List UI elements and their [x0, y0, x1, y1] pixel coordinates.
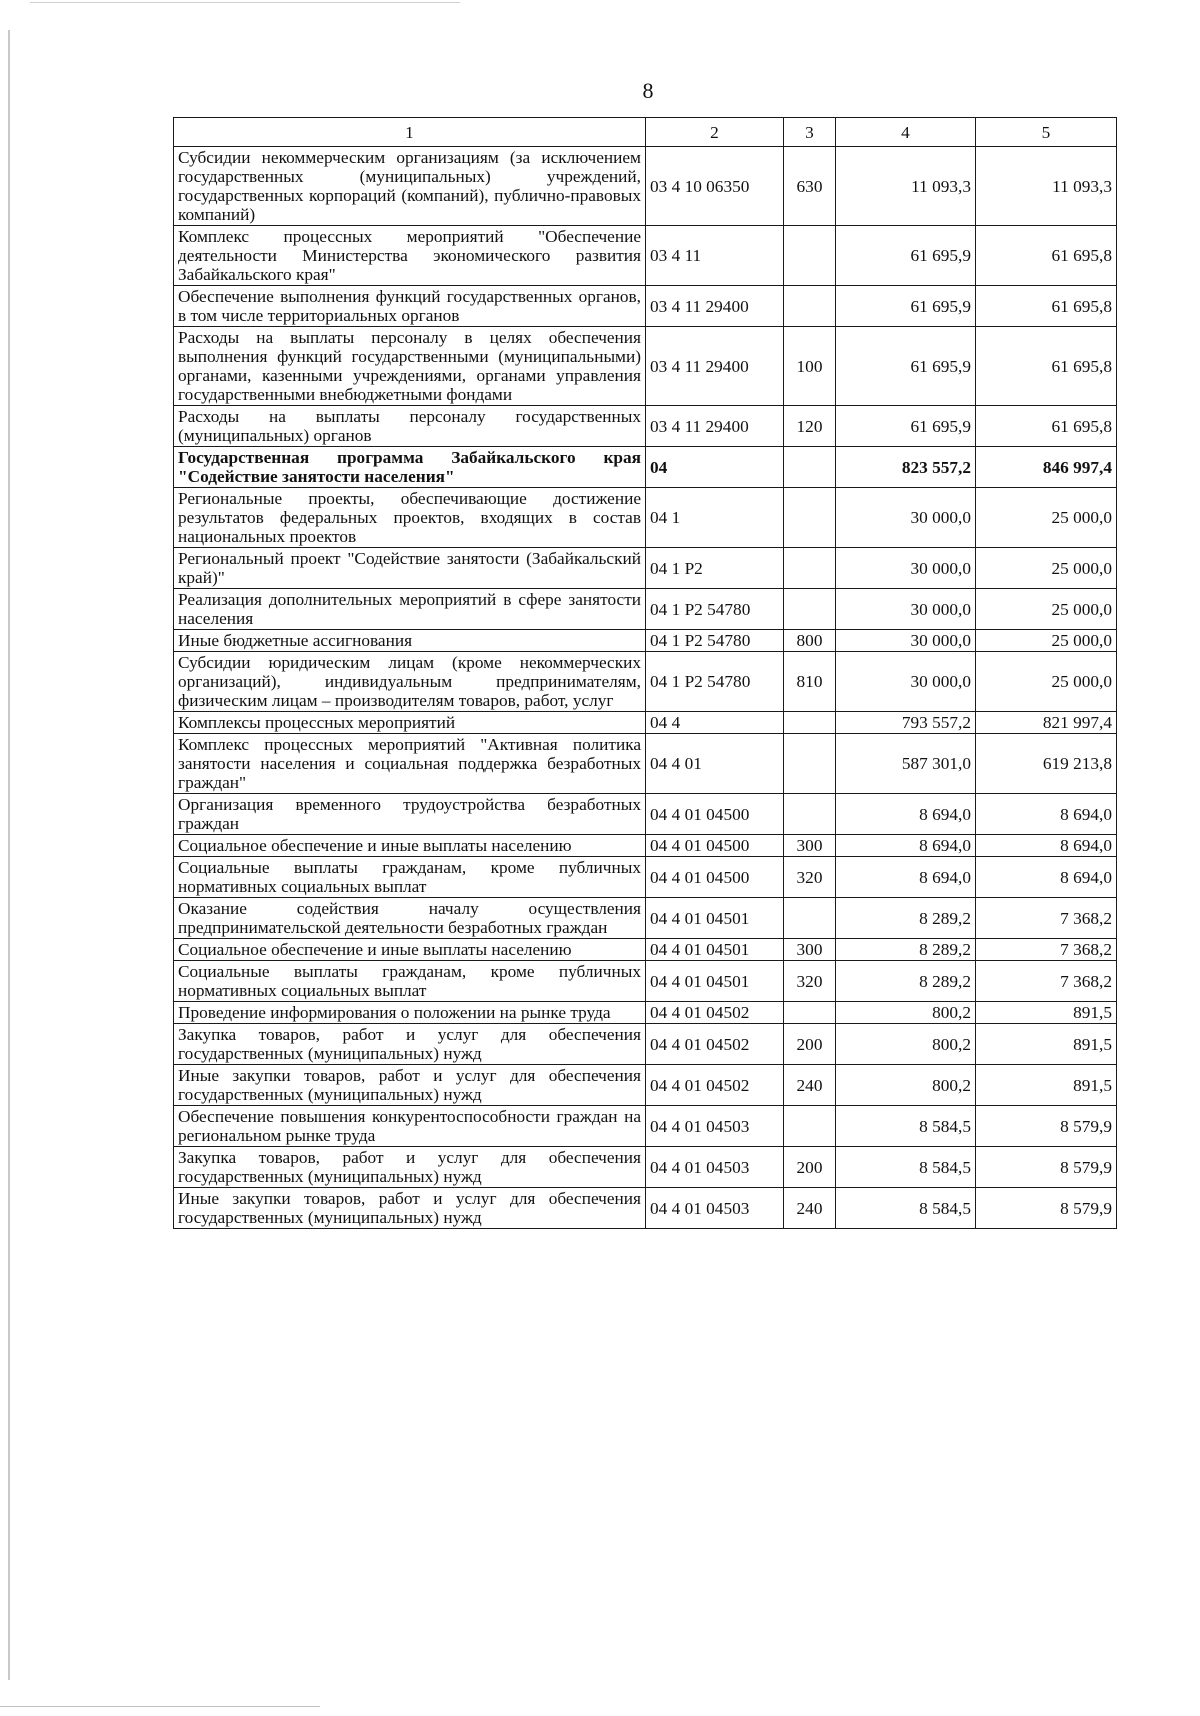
header-col-1: 1 — [174, 118, 646, 147]
row-value-2025-cell: 7 368,2 — [976, 898, 1117, 939]
row-kvr-cell: 240 — [784, 1065, 836, 1106]
row-code-cell: 04 1 — [646, 488, 784, 548]
row-code-cell: 04 4 01 04501 — [646, 961, 784, 1002]
row-code-cell: 03 4 11 29400 — [646, 406, 784, 447]
scan-edge-bottom — [0, 1706, 320, 1707]
row-value-2025-cell: 891,5 — [976, 1002, 1117, 1024]
row-code-cell: 03 4 11 29400 — [646, 286, 784, 327]
row-code-cell: 04 4 01 04503 — [646, 1106, 784, 1147]
row-value-2025-cell: 25 000,0 — [976, 630, 1117, 652]
row-name-cell: Проведение информирования о положении на рынке труда — [174, 1002, 646, 1024]
row-kvr-cell — [784, 226, 836, 286]
row-kvr-cell: 800 — [784, 630, 836, 652]
row-value-2025-cell: 619 213,8 — [976, 734, 1117, 794]
row-value-2025-cell: 61 695,8 — [976, 327, 1117, 406]
row-name-cell: Субсидии некоммерческим организациям (за исключением государственных (муниципальных) учреждений, государственных корпораций (компаний), публично-правовых компаний) — [174, 147, 646, 226]
row-value-2025-cell: 8 579,9 — [976, 1147, 1117, 1188]
header-col-4: 4 — [836, 118, 976, 147]
row-value-2025-cell: 8 579,9 — [976, 1106, 1117, 1147]
row-code-cell: 04 4 01 04500 — [646, 835, 784, 857]
table-row — [174, 1065, 1117, 1106]
table-row — [174, 327, 1117, 406]
row-value-2024-cell: 8 584,5 — [836, 1147, 976, 1188]
row-value-2025-cell: 8 694,0 — [976, 794, 1117, 835]
row-value-2024-cell: 8 584,5 — [836, 1106, 976, 1147]
budget-table — [173, 117, 1117, 1229]
row-value-2025-cell: 61 695,8 — [976, 406, 1117, 447]
row-value-2024-cell: 8 584,5 — [836, 1188, 976, 1229]
row-name-cell: Региональные проекты, обеспечивающие достижение результатов федеральных проектов, входящих в состав национальных проектов — [174, 488, 646, 548]
row-value-2024-cell: 800,2 — [836, 1024, 976, 1065]
row-value-2025-cell: 25 000,0 — [976, 589, 1117, 630]
row-name-cell: Комплекс процессных мероприятий "Обеспечение деятельности Министерства экономического развития Забайкальского края" — [174, 226, 646, 286]
row-code-cell: 04 4 01 04503 — [646, 1188, 784, 1229]
row-kvr-cell: 300 — [784, 835, 836, 857]
row-value-2024-cell: 30 000,0 — [836, 488, 976, 548]
row-name-cell: Региональный проект "Содействие занятости (Забайкальский край)" — [174, 548, 646, 589]
row-name-cell: Государственная программа Забайкальского края "Содействие занятости населения" — [174, 447, 646, 488]
row-code-cell: 04 1 P2 54780 — [646, 630, 784, 652]
row-value-2025-cell: 61 695,8 — [976, 286, 1117, 327]
row-name-cell: Комплекс процессных мероприятий "Активная политика занятости населения и социальная поддержка безработных граждан" — [174, 734, 646, 794]
row-value-2025-cell: 846 997,4 — [976, 447, 1117, 488]
table-row — [174, 1024, 1117, 1065]
header-col-3: 3 — [784, 118, 836, 147]
row-value-2025-cell: 7 368,2 — [976, 939, 1117, 961]
table-row — [174, 712, 1117, 734]
table-body — [174, 147, 1117, 1229]
row-kvr-cell — [784, 447, 836, 488]
row-code-cell: 04 4 01 04501 — [646, 898, 784, 939]
row-name-cell: Комплексы процессных мероприятий — [174, 712, 646, 734]
row-code-cell: 04 — [646, 447, 784, 488]
header-col-5: 5 — [976, 118, 1117, 147]
row-kvr-cell: 240 — [784, 1188, 836, 1229]
row-kvr-cell — [784, 712, 836, 734]
row-name-cell: Иные бюджетные ассигнования — [174, 630, 646, 652]
row-value-2025-cell: 25 000,0 — [976, 488, 1117, 548]
row-kvr-cell — [784, 794, 836, 835]
row-code-cell: 04 4 01 04501 — [646, 939, 784, 961]
row-kvr-cell — [784, 1002, 836, 1024]
row-value-2024-cell: 8 694,0 — [836, 794, 976, 835]
row-kvr-cell: 630 — [784, 147, 836, 226]
row-code-cell: 04 4 01 04502 — [646, 1065, 784, 1106]
row-name-cell: Закупка товаров, работ и услуг для обеспечения государственных (муниципальных) нужд — [174, 1024, 646, 1065]
row-code-cell: 04 4 01 04502 — [646, 1024, 784, 1065]
row-kvr-cell — [784, 898, 836, 939]
table-row — [174, 589, 1117, 630]
row-kvr-cell — [784, 286, 836, 327]
row-value-2024-cell: 8 694,0 — [836, 857, 976, 898]
row-code-cell: 04 4 01 04500 — [646, 857, 784, 898]
scan-edge-top — [30, 2, 460, 3]
row-value-2024-cell: 800,2 — [836, 1002, 976, 1024]
table-row — [174, 652, 1117, 712]
row-name-cell: Реализация дополнительных мероприятий в сфере занятости населения — [174, 589, 646, 630]
row-code-cell: 03 4 11 29400 — [646, 327, 784, 406]
row-value-2024-cell: 30 000,0 — [836, 589, 976, 630]
row-value-2025-cell: 7 368,2 — [976, 961, 1117, 1002]
row-name-cell: Оказание содействия началу осуществления предпринимательской деятельности безработных граждан — [174, 898, 646, 939]
table-row — [174, 794, 1117, 835]
row-value-2024-cell: 61 695,9 — [836, 327, 976, 406]
row-value-2024-cell: 61 695,9 — [836, 406, 976, 447]
table-row — [174, 1106, 1117, 1147]
table-row — [174, 857, 1117, 898]
table-row — [174, 147, 1117, 226]
row-name-cell: Социальное обеспечение и иные выплаты населению — [174, 835, 646, 857]
row-value-2024-cell: 61 695,9 — [836, 226, 976, 286]
table-row — [174, 488, 1117, 548]
row-kvr-cell: 120 — [784, 406, 836, 447]
row-code-cell: 04 4 — [646, 712, 784, 734]
row-value-2024-cell: 823 557,2 — [836, 447, 976, 488]
row-name-cell: Субсидии юридическим лицам (кроме некоммерческих организаций), индивидуальным предпринимателям, физическим лицам – производителям товаров, работ, услуг — [174, 652, 646, 712]
row-name-cell: Расходы на выплаты персоналу государственных (муниципальных) органов — [174, 406, 646, 447]
row-name-cell: Социальные выплаты гражданам, кроме публичных нормативных социальных выплат — [174, 857, 646, 898]
row-value-2024-cell: 8 289,2 — [836, 898, 976, 939]
table-row — [174, 226, 1117, 286]
row-name-cell: Обеспечение повышения конкурентоспособности граждан на региональном рынке труда — [174, 1106, 646, 1147]
table-row — [174, 1002, 1117, 1024]
row-value-2024-cell: 30 000,0 — [836, 548, 976, 589]
table-row — [174, 961, 1117, 1002]
table-row — [174, 406, 1117, 447]
row-code-cell: 03 4 10 06350 — [646, 147, 784, 226]
row-value-2024-cell: 8 289,2 — [836, 961, 976, 1002]
row-kvr-cell — [784, 734, 836, 794]
row-value-2024-cell: 800,2 — [836, 1065, 976, 1106]
row-code-cell: 04 1 P2 54780 — [646, 652, 784, 712]
header-row — [174, 118, 1117, 147]
row-value-2024-cell: 587 301,0 — [836, 734, 976, 794]
row-kvr-cell: 320 — [784, 961, 836, 1002]
table-row — [174, 286, 1117, 327]
table-row — [174, 630, 1117, 652]
table-row — [174, 1188, 1117, 1229]
table-row — [174, 447, 1117, 488]
page-number: 8 — [642, 78, 654, 103]
row-value-2025-cell: 821 997,4 — [976, 712, 1117, 734]
row-kvr-cell: 200 — [784, 1147, 836, 1188]
table-row — [174, 835, 1117, 857]
row-name-cell: Иные закупки товаров, работ и услуг для обеспечения государственных (муниципальных) нужд — [174, 1188, 646, 1229]
row-value-2025-cell: 8 579,9 — [976, 1188, 1117, 1229]
row-kvr-cell: 200 — [784, 1024, 836, 1065]
row-value-2024-cell: 30 000,0 — [836, 630, 976, 652]
row-kvr-cell: 320 — [784, 857, 836, 898]
row-kvr-cell — [784, 1106, 836, 1147]
row-name-cell: Социальные выплаты гражданам, кроме публичных нормативных социальных выплат — [174, 961, 646, 1002]
row-value-2025-cell: 11 093,3 — [976, 147, 1117, 226]
row-value-2024-cell: 11 093,3 — [836, 147, 976, 226]
row-kvr-cell — [784, 589, 836, 630]
row-kvr-cell — [784, 548, 836, 589]
row-kvr-cell: 300 — [784, 939, 836, 961]
table-row — [174, 548, 1117, 589]
row-value-2024-cell: 30 000,0 — [836, 652, 976, 712]
row-name-cell: Обеспечение выполнения функций государственных органов, в том числе территориальных органов — [174, 286, 646, 327]
row-code-cell: 04 4 01 04502 — [646, 1002, 784, 1024]
row-value-2024-cell: 61 695,9 — [836, 286, 976, 327]
row-code-cell: 04 4 01 — [646, 734, 784, 794]
table-row — [174, 898, 1117, 939]
row-code-cell: 04 1 P2 — [646, 548, 784, 589]
row-value-2025-cell: 61 695,8 — [976, 226, 1117, 286]
row-value-2025-cell: 8 694,0 — [976, 857, 1117, 898]
row-code-cell: 03 4 11 — [646, 226, 784, 286]
row-value-2025-cell: 891,5 — [976, 1065, 1117, 1106]
row-value-2025-cell: 891,5 — [976, 1024, 1117, 1065]
scan-edge-left — [8, 30, 10, 1680]
row-value-2024-cell: 8 694,0 — [836, 835, 976, 857]
row-kvr-cell: 810 — [784, 652, 836, 712]
table-row — [174, 1147, 1117, 1188]
row-kvr-cell — [784, 488, 836, 548]
row-value-2025-cell: 8 694,0 — [976, 835, 1117, 857]
row-name-cell: Расходы на выплаты персоналу в целях обеспечения выполнения функций государственными (муниципальными) органами, казенными учреждениями, органами управления государственными внебюджетными фондами — [174, 327, 646, 406]
row-value-2024-cell: 793 557,2 — [836, 712, 976, 734]
header-col-2: 2 — [646, 118, 784, 147]
row-value-2025-cell: 25 000,0 — [976, 652, 1117, 712]
row-code-cell: 04 4 01 04500 — [646, 794, 784, 835]
row-value-2025-cell: 25 000,0 — [976, 548, 1117, 589]
row-name-cell: Социальное обеспечение и иные выплаты населению — [174, 939, 646, 961]
row-kvr-cell: 100 — [784, 327, 836, 406]
row-value-2024-cell: 8 289,2 — [836, 939, 976, 961]
row-name-cell: Иные закупки товаров, работ и услуг для обеспечения государственных (муниципальных) нужд — [174, 1065, 646, 1106]
row-name-cell: Организация временного трудоустройства безработных граждан — [174, 794, 646, 835]
row-code-cell: 04 4 01 04503 — [646, 1147, 784, 1188]
row-name-cell: Закупка товаров, работ и услуг для обеспечения государственных (муниципальных) нужд — [174, 1147, 646, 1188]
table-row — [174, 939, 1117, 961]
table-row — [174, 734, 1117, 794]
row-code-cell: 04 1 P2 54780 — [646, 589, 784, 630]
